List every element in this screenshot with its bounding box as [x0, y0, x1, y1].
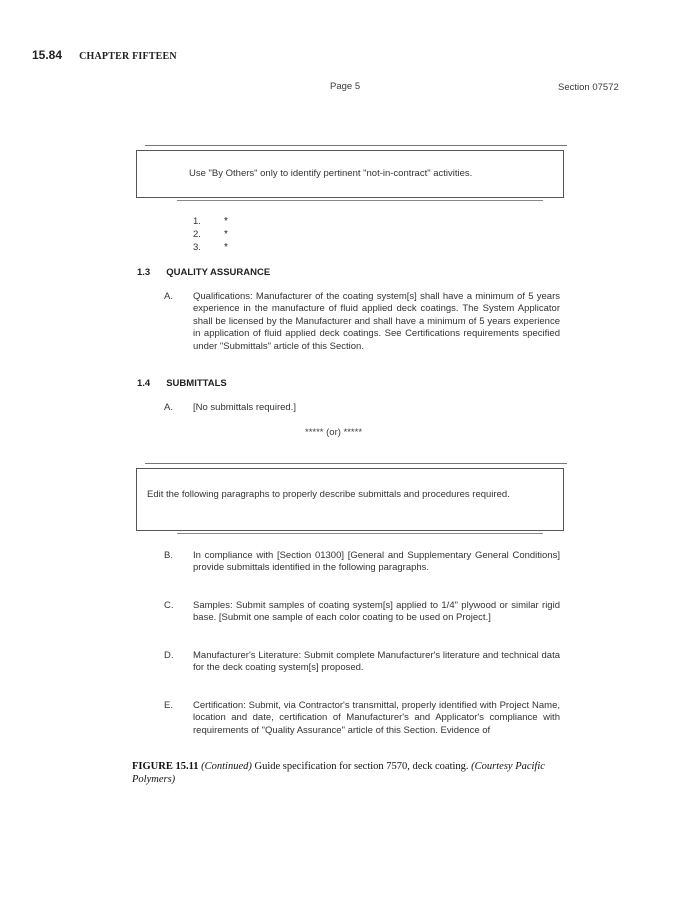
figure-credit: (Courtesy Pacific Polymers)	[132, 761, 545, 785]
list-item-number: 1.	[193, 216, 201, 227]
samples-paragraph: Samples: Submit samples of coating system[s] applied to 1/4" plywood or similar rigid base. [Submit one sample of each color coating to be used on Project.]	[193, 600, 560, 624]
section-number: 1.3	[137, 267, 151, 278]
figure-continued: (Continued)	[201, 761, 252, 772]
section-title: QUALITY ASSURANCE	[166, 267, 271, 278]
book-page-number: 15.84	[32, 48, 63, 62]
editor-note-box	[136, 468, 564, 531]
section-number: 1.4	[137, 378, 151, 389]
editor-note-box	[136, 150, 564, 198]
doc-page-label: Page 5	[330, 81, 361, 92]
doc-section-label: Section 07572	[558, 82, 619, 93]
paragraph-letter: E.	[164, 700, 173, 711]
list-item-value: *	[224, 242, 228, 253]
section-heading-submittals	[137, 378, 227, 389]
list-item-number: 2.	[193, 229, 201, 240]
editor-note-text: Edit the following paragraphs to properly describe submittals and procedures required.	[147, 489, 510, 500]
paragraph-letter: A.	[164, 402, 173, 413]
paragraph-letter: D.	[164, 650, 174, 661]
book-header	[32, 48, 177, 62]
editor-note-text: Use "By Others" only to identify pertinent "not-in-contract" activities.	[189, 168, 473, 179]
figure-caption	[132, 760, 564, 786]
qualifications-paragraph: Qualifications: Manufacturer of the coating system[s] shall have a minimum of 5 years experience in the manufacture of fluid applied deck coatings. The System Applicator shall be licensed by the Manufacturer and shall have a minimum of 5 years experience in application of fluid applied deck coatings. See Certifications requirements specified under "Submittals" article of this Section.	[193, 291, 560, 352]
chapter-title: CHAPTER FIFTEEN	[79, 51, 177, 62]
or-separator: ***** (or) *****	[305, 427, 363, 438]
figure-label: FIGURE 15.11	[132, 761, 199, 772]
no-submittals-paragraph: [No submittals required.]	[193, 402, 296, 413]
list-item-number: 3.	[193, 242, 201, 253]
list-item-value: *	[224, 216, 228, 227]
list-item-value: *	[224, 229, 228, 240]
certification-paragraph: Certification: Submit, via Contractor's transmittal, properly identified with Project Name, location and date, certification of Manufacturer's and Applicator's compliance with requirements of "Quality Assurance" article of this Section. Evidence of	[193, 700, 560, 736]
section-heading-quality-assurance	[137, 267, 270, 278]
literature-paragraph: Manufacturer's Literature: Submit complete Manufacturer's literature and technical data for the deck coating system[s] proposed.	[193, 650, 560, 674]
section-title: SUBMITTALS	[166, 378, 227, 389]
figure-text: Guide specification for section 7570, deck coating.	[254, 761, 469, 772]
paragraph-letter: A.	[164, 291, 173, 302]
paragraph-letter: C.	[164, 600, 174, 611]
compliance-paragraph: In compliance with [Section 01300] [General and Supplementary General Conditions] provide submittals identified in the following paragraphs.	[193, 550, 560, 574]
paragraph-letter: B.	[164, 550, 173, 561]
